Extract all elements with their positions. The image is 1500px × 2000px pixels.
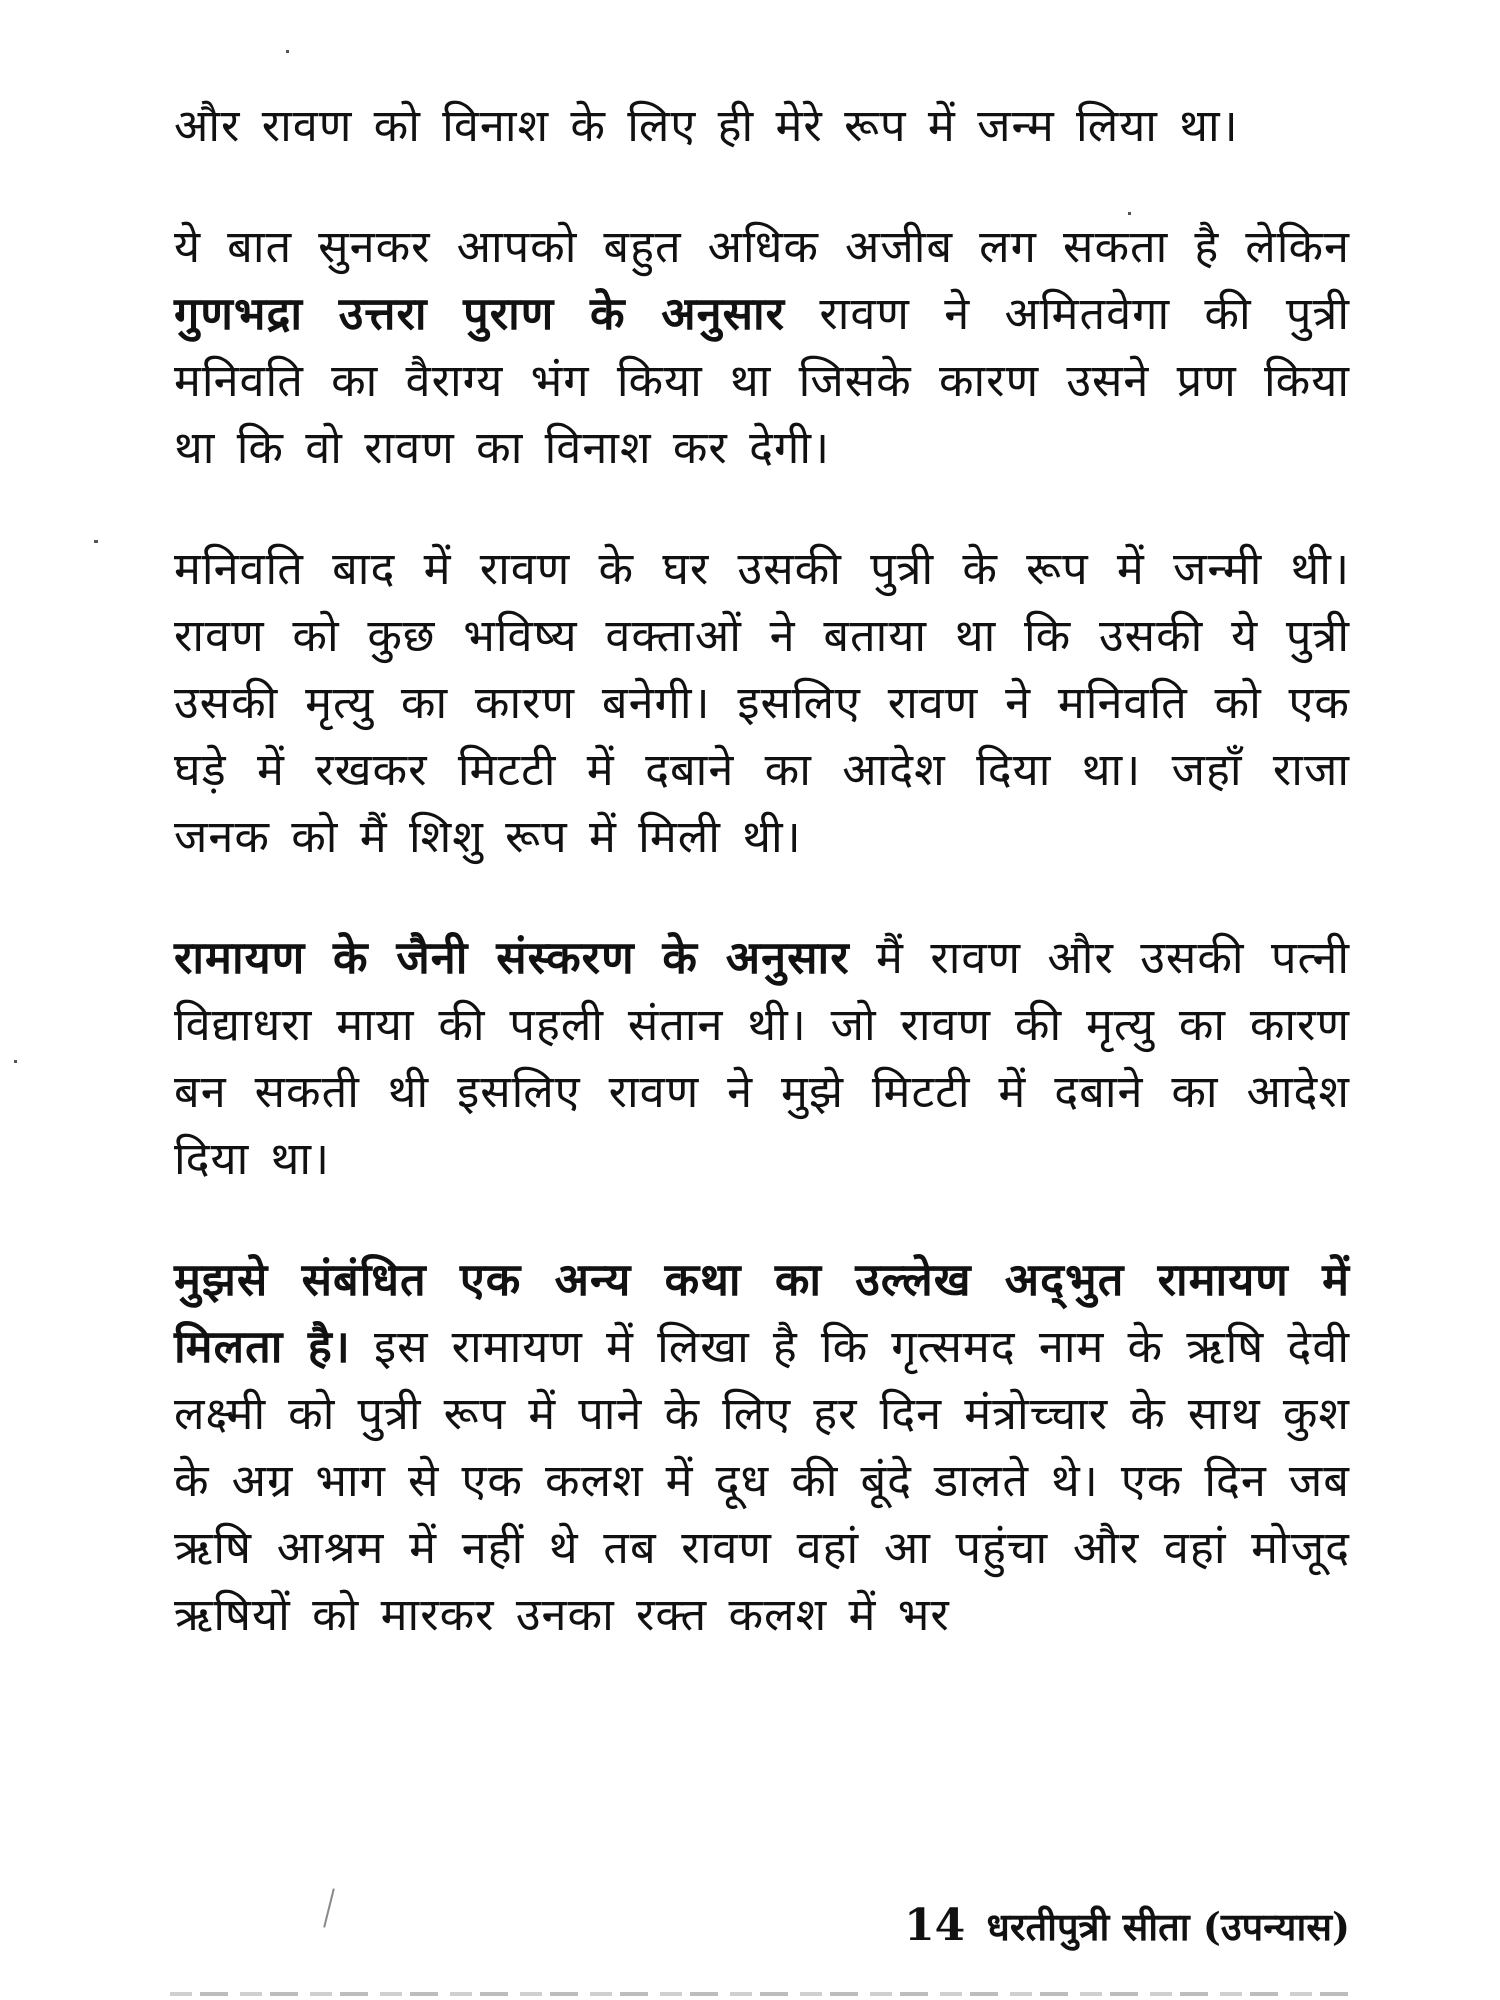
scan-edge-noise (170, 1992, 1350, 1996)
page-footer (904, 1900, 1350, 1952)
paragraph-4-emphasis: रामायण के जैनी संस्करण के अनुसार (174, 931, 850, 984)
paragraph-5-emphasis: मुझसे संबंधित एक अन्य कथा का उल्लेख अद्‍भुत रामायण में मिलता है। (174, 1253, 1350, 1373)
body-text (174, 92, 1350, 1702)
page-number: 14 (904, 1900, 966, 1951)
scan-speck (94, 540, 98, 543)
paragraph-2-text-b: रावण ने अमितवेगा की पुत्री मनिवति का वैराग्य भंग किया था जिसके कारण उसने प्रण किया था कि वो रावण का विनाश कर देगी। (174, 287, 1350, 474)
paragraph-5 (174, 1246, 1350, 1648)
paragraph-3 (174, 535, 1350, 870)
scan-speck (14, 1060, 17, 1063)
paragraph-4-text: मैं रावण और उसकी पत्नी विद्याधरा माया की पहली संतान थी। जो रावण की मृत्यु का कारण बन सकती थी इसलिए रावण ने मुझे मिटटी में दबाने का आदेश दिया था। (174, 931, 1350, 1185)
paragraph-3-text: मनिवति बाद में रावण के घर उसकी पुत्री के रूप में जन्मी थी। रावण को कुछ भविष्य वक्ताओं ने बताया था कि उसकी ये पुत्री उसकी मृत्यु का कारण बनेगी। इसलिए रावण ने मनिवति को एक घड़े में रखकर मिटटी में दबाने का आदेश दिया था। जहाँ राजा जनक को मैं शिशु रूप में मिली थी। (174, 542, 1350, 863)
paragraph-2-text-a: ये बात सुनकर आपको बहुत अधिक अजीब लग सकता है लेकिन (174, 220, 1350, 273)
paragraph-2-emphasis: गुणभद्रा उत्तरा पुराण के अनुसार (174, 287, 786, 340)
paragraph-2 (174, 213, 1350, 481)
book-title: धरतीपुत्री सीता (उपन्यास) (986, 1904, 1350, 1949)
scan-speck (286, 50, 289, 53)
paragraph-5-text: इस रामायण में लिखा है कि गृत्समद नाम के ऋषि देवी लक्ष्मी को पुत्री रूप में पाने के लिए हर दिन मंत्रोच्चार के साथ कुश के अग्र भाग से एक कलश में दूध की बूंदे डालते थे। एक दिन जब ऋषि आश्रम में नहीं थे तब रावण वहां आ पहुंचा और वहां मोजूद ऋषियों को मारकर उनका रक्त कलश में भर (174, 1320, 1350, 1641)
paragraph-1 (174, 92, 1350, 159)
paragraph-4 (174, 924, 1350, 1192)
paragraph-1-text: और रावण को विनाश के लिए ही मेरे रूप में जन्म लिया था। (174, 99, 1239, 152)
scan-scratch (323, 1888, 335, 1927)
